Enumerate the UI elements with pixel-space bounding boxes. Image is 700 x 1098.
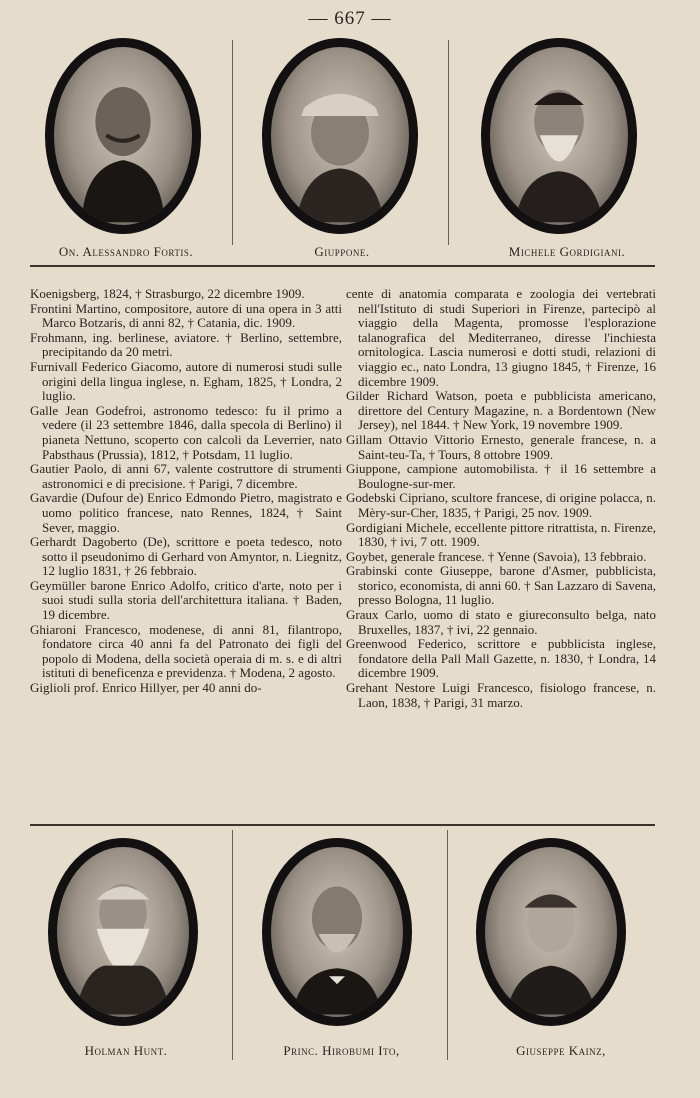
entry: Gautier Paolo, di anni 67, valente costruttore di strumenti astronomici e di precisione. † Parigi, 7 dicembre.	[30, 461, 342, 491]
entry: Giuppone, campione automobilista. † il 16 settembre a Boulogne-sur-mer.	[346, 461, 656, 491]
entry: Grabinski conte Giuseppe, barone d'Asmer, pubblicista, storico, economista, di anni 60. † San Lazzaro di Savena, presso Bologna, 11 luglio.	[346, 563, 656, 608]
entry: Ghiaroni Francesco, modenese, di anni 81, filantropo, fondatore circa 40 anni fa del Patronato dei figli del popolo di Modena, della società operaia di m. s. e di altri istituti di beneficenza e previdenza. † Modena, 2 agosto.	[30, 621, 342, 681]
left-column	[30, 287, 342, 696]
entry: Gillam Ottavio Vittorio Ernesto, generale francese, n. a Saint-teu-Ta, † Tours, 8 ottobre 1909.	[346, 431, 656, 462]
entry: Goybet, generale francese. † Yenne (Savoia), 13 febbraio.	[346, 548, 647, 564]
portrait-gordigiani-icon	[481, 38, 637, 234]
portrait-ito-icon	[262, 838, 412, 1026]
page-number: — 667 —	[308, 8, 392, 29]
entry: Graux Carlo, uomo di stato e giureconsulto belga, nato Bruxelles, 1837, † ivi, 22 gennaio.	[346, 607, 656, 637]
entry: Gerhardt Dagoberto (De), scrittore e poeta tedesco, noto sotto il pseudonimo di Gerhard von Amyntor, n. Liegnitz, 12 luglio 1831, † 26 febbraio.	[30, 534, 342, 579]
caption-hunt: Holman Hunt.	[84, 1043, 168, 1058]
caption-giuppone: Giuppone.	[314, 244, 370, 259]
portrait-fortis-icon	[45, 38, 201, 234]
portrait-kainz-icon	[476, 838, 626, 1026]
entry: cente di anatomia comparata e zoologia dei vertebrati nell'Istituto di studi Superiori in Firenze, partecipò al viaggio della Magenta, promosse l'esplorazione talanografica del Mediterraneo, diresse l'inchiesta ornitologica. Lascia numerosi e dotti studi, relazioni di viaggio ec., nato Londra, 13 giugno 1845, † Firenze, 16 dicembre 1909.	[346, 286, 656, 389]
entry: Frohmann, ing. berlinese, aviatore. † Berlino, settembre, precipitando da 20 metri.	[30, 329, 342, 360]
entry: Galle Jean Godefroi, astronomo tedesco: fu il primo a vedere (il 23 settembre 1846, dalla specola di Berlino) il pianeta Nettuno, scoperto con calcoli da Leverrier, nato Pabsthaus (Prussia), 1812, † Potsdam, 11 luglio.	[30, 402, 342, 462]
caption-fortis: On. Alessandro Fortis.	[58, 244, 194, 259]
caption-kainz: Giuseppe Kainz,	[516, 1043, 606, 1058]
entry: Frontini Martino, compositore, autore di una opera in 3 atti Marco Botzaris, di anni 82, † Catania, dic. 1909.	[30, 300, 342, 331]
entry: Godebski Cipriano, scultore francese, di origine polacca, n. Mèry-sur-Cher, 1835, † Parigi, 25 nov. 1909.	[346, 490, 656, 520]
entry: Gilder Richard Watson, poeta e pubblicista americano, direttore del Century Magazine, n. a Bordentown (New Jersey), nel 1844. † New York, 19 novembre 1909.	[346, 388, 656, 433]
caption-gordigiani: Michele Gordigiani.	[508, 244, 626, 259]
entry: Furnivall Federico Giacomo, autore di numerosi studi sulle origini della lingua inglese, n. Egham, 1825, † Londra, 2 luglio.	[30, 358, 342, 404]
entry: Greenwood Federico, scrittore e pubblicista inglese, fondatore della Pall Mall Gazette, n. 1830, † Londra, 14 dicembre 1909.	[346, 636, 656, 681]
entry: Grehant Nestore Luigi Francesco, fisiologo francese, n. Laon, 1838, † Parigi, 31 marzo.	[346, 680, 656, 710]
entry: Gavardie (Dufour de) Enrico Edmondo Pietro, magistrato e uomo politico francese, nato Rennes, 1824, † Saint Sever, maggio.	[30, 490, 342, 535]
entry: Koenigsberg, 1824, † Strasburgo, 22 dicembre 1909.	[30, 286, 305, 301]
entry: Geymüller barone Enrico Adolfo, critico d'arte, noto per i suoi studi sulla storia dell'architettura italiana. † Baden, 19 dicembre.	[30, 577, 342, 623]
entry: Gordigiani Michele, eccellente pittore ritrattista, n. Firenze, 1830, † ivi, 7 ott. 1909.	[346, 519, 656, 550]
entry: Giglioli prof. Enrico Hillyer, per 40 anni do-	[30, 680, 262, 696]
right-column	[346, 287, 656, 710]
portrait-hunt-icon	[48, 838, 198, 1026]
caption-ito: Princ. Hirobumi Ito,	[283, 1043, 400, 1058]
portrait-giuppone-icon	[262, 38, 418, 234]
